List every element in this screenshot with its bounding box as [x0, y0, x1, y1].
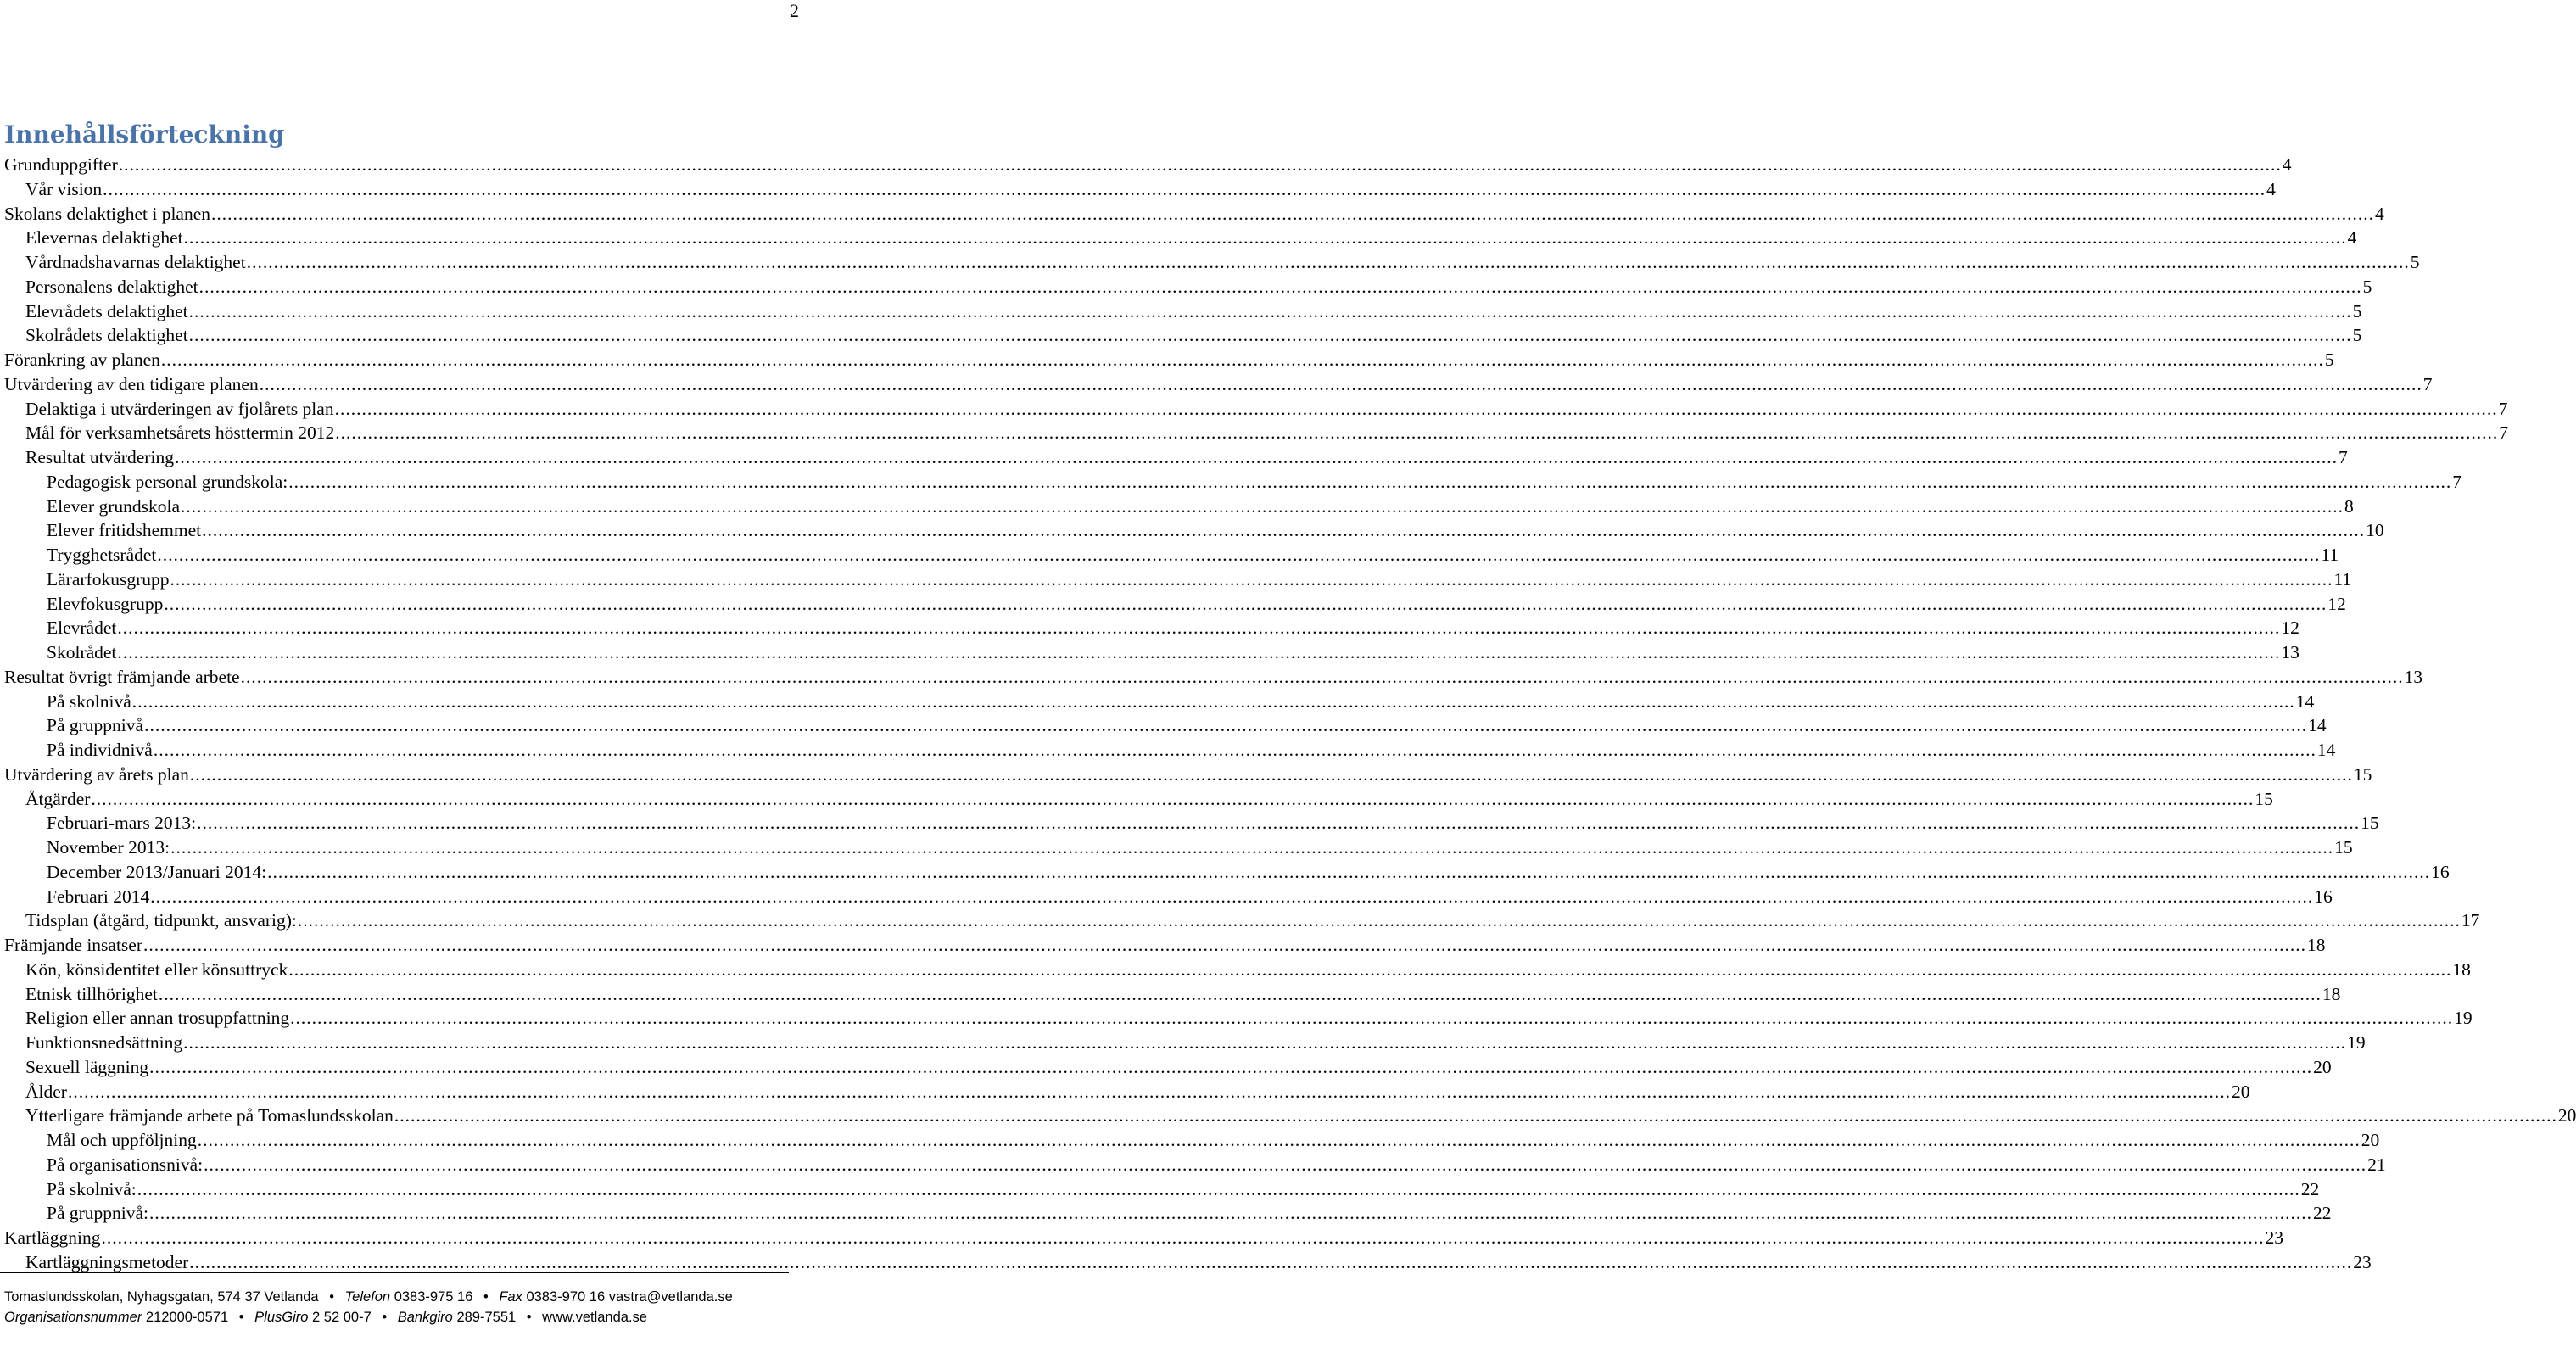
footer-bullet: •	[526, 1310, 532, 1325]
toc-entry[interactable]	[4, 323, 2362, 348]
toc-entry-label: Trygghetsrådet	[47, 545, 157, 565]
toc-entry-page: 22	[2300, 1178, 2320, 1199]
toc-entry-page: 5	[2324, 349, 2334, 370]
toc-entry[interactable]	[4, 518, 2384, 543]
toc-entry[interactable]	[4, 592, 2346, 617]
footer-plusgiro: 2 52 00-7	[312, 1310, 372, 1325]
footer	[4, 1287, 802, 1327]
toc-leader-dots: ................................................................................................................................................................................................................................................................................................................................................................................................................	[164, 593, 2327, 614]
toc-entry[interactable]	[4, 665, 2423, 690]
footer-org-label: Organisationsnummer	[4, 1310, 142, 1325]
footer-phone-label: Telefon	[344, 1289, 391, 1305]
footer-postal: 574 37 Vetlanda	[217, 1289, 319, 1305]
toc-entry-page: 14	[2295, 690, 2315, 712]
toc-entry[interactable]	[4, 933, 2326, 958]
toc-entry[interactable]	[4, 616, 2299, 640]
toc-leader-dots: ................................................................................................................................................................................................................................................................................................................................................................................................................	[297, 910, 2461, 931]
toc-entry-label: Elever grundskola	[47, 495, 181, 517]
toc-leader-dots: ................................................................................................................................................................................................................................................................................................................................................................................................................	[149, 1203, 2313, 1224]
toc-entry[interactable]	[4, 885, 2333, 909]
toc-leader-dots: ................................................................................................................................................................................................................................................................................................................................................................................................................	[137, 1178, 2300, 1199]
footer-line-1	[4, 1287, 802, 1307]
toc-entry[interactable]	[4, 1177, 2320, 1202]
toc-entry-label: Ålder	[25, 1081, 67, 1102]
toc-entry[interactable]	[4, 226, 2357, 250]
toc-entry-label: Kartläggning	[4, 1227, 101, 1248]
toc-leader-dots: ................................................................................................................................................................................................................................................................................................................................................................................................................	[240, 666, 2404, 687]
toc-entry[interactable]	[4, 1128, 2380, 1153]
toc-entry-page: 19	[2347, 1032, 2366, 1053]
toc-entry[interactable]	[4, 1201, 2332, 1226]
toc-entry-label: Vår vision	[25, 178, 103, 199]
toc-leader-dots: ................................................................................................................................................................................................................................................................................................................................................................................................................	[144, 715, 2308, 736]
toc-entry-label: Februari 2014	[47, 886, 150, 907]
toc-entry-label: Kartläggningsmetoder	[25, 1251, 189, 1272]
toc-entry-label: Lärarfokusgrupp	[47, 568, 170, 590]
toc-entry[interactable]	[4, 690, 2315, 714]
toc-leader-dots: ................................................................................................................................................................................................................................................................................................................................................................................................................	[188, 300, 2352, 321]
footer-line-2	[4, 1307, 802, 1327]
footer-phone: 0383-975 16	[394, 1289, 473, 1305]
toc-entry[interactable]	[4, 153, 2292, 177]
toc-entry-page: 17	[2461, 910, 2480, 931]
toc-entry-label: Mål för verksamhetsårets hösttermin 2012	[25, 422, 335, 444]
toc-leader-dots: ................................................................................................................................................................................................................................................................................................................................................................................................................	[170, 568, 2333, 590]
toc-leader-dots: ................................................................................................................................................................................................................................................................................................................................................................................................................	[288, 959, 2452, 980]
toc-leader-dots: ................................................................................................................................................................................................................................................................................................................................................................................................................	[197, 1130, 2361, 1150]
toc-entry-label: Etnisk tillhörighet	[25, 983, 158, 1004]
toc-entry[interactable]	[4, 958, 2471, 982]
toc-entry-page: 10	[2366, 520, 2384, 541]
toc-leader-dots: ................................................................................................................................................................................................................................................................................................................................................................................................................	[101, 1227, 2265, 1248]
footer-bankgiro: 289-7551	[456, 1310, 517, 1325]
toc-entry-page: 7	[2338, 447, 2348, 467]
footer-divider	[0, 1272, 789, 1273]
footer-bankgiro-label: Bankgiro	[397, 1310, 453, 1325]
toc-entry-label: Delaktiga i utvärderingen av fjolårets plan	[25, 398, 334, 419]
footer-bullet: •	[382, 1310, 388, 1325]
toc-leader-dots: ................................................................................................................................................................................................................................................................................................................................................................................................................	[181, 495, 2344, 517]
toc-entry-label: Skolrådet	[47, 642, 117, 662]
toc-entry[interactable]	[4, 982, 2341, 1007]
toc-entry[interactable]	[4, 348, 2334, 372]
toc-entry[interactable]	[4, 860, 2450, 885]
toc-entry-label: Religion eller annan trosuppfattning	[25, 1008, 290, 1029]
toc-entry-page: 7	[2499, 422, 2508, 444]
toc-entry-label: Mål och uppföljning	[47, 1130, 197, 1150]
toc-leader-dots: ................................................................................................................................................................................................................................................................................................................................................................................................................	[198, 276, 2362, 297]
toc-entry-label: Utvärdering av den tidigare planen	[4, 373, 259, 394]
toc-entry-label: Resultat övrigt främjande arbete	[4, 666, 240, 687]
toc-entry-page: 19	[2454, 1008, 2473, 1029]
toc-entry-page: 14	[2308, 715, 2327, 736]
toc-entry[interactable]	[4, 372, 2433, 397]
footer-bullet: •	[238, 1310, 244, 1325]
toc-entry-label: Skolrådets delaktighet	[25, 325, 188, 346]
toc-leader-dots: ................................................................................................................................................................................................................................................................................................................................................................................................................	[183, 227, 2347, 249]
toc-entry-page: 5	[2352, 325, 2362, 346]
toc-leader-dots: ................................................................................................................................................................................................................................................................................................................................................................................................................	[290, 1008, 2454, 1029]
toc-leader-dots: ................................................................................................................................................................................................................................................................................................................................................................................................................	[91, 788, 2255, 809]
toc-leader-dots: ................................................................................................................................................................................................................................................................................................................................................................................................................	[288, 471, 2452, 492]
toc-entry-page: 18	[2307, 935, 2326, 955]
footer-bullet: •	[329, 1289, 334, 1305]
toc-leader-dots: ................................................................................................................................................................................................................................................................................................................................................................................................................	[334, 398, 2498, 419]
toc-leader-dots: ................................................................................................................................................................................................................................................................................................................................................................................................................	[189, 1251, 2353, 1272]
toc-entry-page: 15	[2353, 763, 2372, 785]
toc-entry[interactable]	[4, 1006, 2473, 1031]
toc-entry-page: 4	[2266, 178, 2276, 199]
toc-entry[interactable]	[4, 1055, 2332, 1080]
toc-entry-label: På individnivå	[47, 740, 153, 760]
toc-leader-dots: ................................................................................................................................................................................................................................................................................................................................................................................................................	[204, 1154, 2367, 1175]
toc-entry-page: 18	[2452, 959, 2471, 980]
toc-leader-dots: ................................................................................................................................................................................................................................................................................................................................................................................................................	[183, 1032, 2347, 1053]
footer-fax-label: Fax	[499, 1289, 522, 1305]
footer-bullet: •	[483, 1289, 489, 1305]
toc-entry-page: 13	[2281, 642, 2299, 662]
toc-leader-dots: ................................................................................................................................................................................................................................................................................................................................................................................................................	[170, 837, 2334, 858]
toc-leader-dots: ................................................................................................................................................................................................................................................................................................................................................................................................................	[158, 983, 2322, 1004]
footer-website[interactable]: www.vetlanda.se	[542, 1310, 647, 1325]
toc-entry[interactable]	[4, 470, 2461, 495]
toc-entry-label: December 2013/Januari 2014:	[47, 861, 267, 882]
toc-entry-page: 15	[2361, 813, 2379, 834]
toc-leader-dots: ................................................................................................................................................................................................................................................................................................................................................................................................................	[153, 740, 2316, 760]
toc-entry-page: 20	[2557, 1105, 2576, 1126]
toc-leader-dots: ................................................................................................................................................................................................................................................................................................................................................................................................................	[103, 178, 2266, 199]
toc-entry[interactable]	[4, 445, 2348, 470]
toc-entry-label: Funktionsnedsättning	[25, 1032, 183, 1053]
toc-entry-page: 5	[2352, 300, 2362, 321]
toc-entry[interactable]	[4, 1031, 2366, 1055]
toc-entry-page: 20	[2313, 1056, 2332, 1077]
toc-entry[interactable]	[4, 250, 2420, 275]
toc-entry[interactable]	[4, 811, 2379, 836]
toc-entry-label: Utvärdering av årets plan	[4, 763, 189, 785]
toc-entry-page: 15	[2255, 788, 2273, 809]
toc-entry-page: 20	[2361, 1130, 2380, 1150]
toc-entry-page: 15	[2334, 837, 2353, 858]
toc-entry-page: 23	[2265, 1227, 2283, 1248]
toc-entry[interactable]	[4, 567, 2352, 592]
toc-entry-page: 5	[2362, 276, 2372, 297]
toc-title: Innehållsförteckning	[4, 120, 285, 148]
toc-entry-page: 12	[2327, 593, 2346, 614]
toc-leader-dots: ................................................................................................................................................................................................................................................................................................................................................................................................................	[67, 1081, 2231, 1102]
toc-entry[interactable]	[4, 713, 2327, 738]
toc-entry[interactable]	[4, 177, 2276, 202]
toc-entry-page: 8	[2344, 495, 2354, 517]
toc-entry-label: Kön, könsidentitet eller könsuttryck	[25, 959, 288, 980]
toc-entry[interactable]	[4, 1153, 2386, 1177]
toc-entry-page: 7	[2452, 471, 2461, 492]
toc-entry-page: 21	[2367, 1154, 2386, 1175]
toc-entry-page: 22	[2313, 1203, 2332, 1224]
toc-entry-label: På skolnivå:	[47, 1178, 137, 1199]
toc-entry-label: Sexuell läggning	[25, 1056, 149, 1077]
toc-leader-dots: ................................................................................................................................................................................................................................................................................................................................................................................................................	[149, 1056, 2313, 1077]
toc-entry-page: 20	[2231, 1081, 2250, 1102]
toc-entry-label: På gruppnivå:	[47, 1203, 149, 1224]
toc-entry-label: Främjande insatser	[4, 935, 142, 955]
toc-entry[interactable]	[4, 738, 2336, 763]
toc-leader-dots: ................................................................................................................................................................................................................................................................................................................................................................................................................	[117, 618, 2281, 639]
toc-entry-label: Förankring av planen	[4, 349, 160, 370]
toc-entry-page: 5	[2410, 252, 2420, 272]
toc-entry[interactable]	[4, 1080, 2250, 1104]
toc-leader-dots: ................................................................................................................................................................................................................................................................................................................................................................................................................	[188, 325, 2352, 346]
toc-entry-page: 23	[2353, 1251, 2372, 1272]
toc-leader-dots: ................................................................................................................................................................................................................................................................................................................................................................................................................	[394, 1105, 2557, 1126]
toc-entry-page: 16	[2314, 886, 2333, 907]
toc-leader-dots: ................................................................................................................................................................................................................................................................................................................................................................................................................	[246, 252, 2410, 272]
toc-entry-page: 4	[2375, 203, 2384, 224]
toc-entry-page: 18	[2322, 983, 2341, 1004]
toc-entry-label: Resultat utvärdering	[25, 447, 174, 467]
toc-entry-label: Skolans delaktighet i planen	[4, 203, 211, 224]
toc-entry-page: 14	[2316, 740, 2336, 760]
toc-entry-page: 4	[2347, 227, 2357, 249]
toc-entry[interactable]	[4, 299, 2362, 324]
toc-entry[interactable]	[4, 543, 2339, 567]
toc-entry[interactable]	[4, 908, 2480, 933]
footer-school: Tomaslundsskolan, Nyhagsgatan,	[4, 1289, 214, 1305]
toc-leader-dots: ................................................................................................................................................................................................................................................................................................................................................................................................................	[143, 935, 2306, 955]
toc-entry-label: Elevfokusgrupp	[47, 593, 164, 614]
toc-entry[interactable]	[4, 1250, 2372, 1275]
toc-entry[interactable]	[4, 763, 2372, 787]
toc-entry-label: Elevernas delaktighet	[25, 227, 183, 249]
toc-leader-dots: ................................................................................................................................................................................................................................................................................................................................................................................................................	[259, 373, 2422, 394]
toc-entry[interactable]	[4, 787, 2273, 812]
toc-entry-label: Pedagogisk personal grundskola:	[47, 471, 288, 492]
toc-leader-dots: ................................................................................................................................................................................................................................................................................................................................................................................................................	[150, 886, 2314, 907]
toc-entry-label: Februari-mars 2013:	[47, 813, 197, 834]
toc-leader-dots: ................................................................................................................................................................................................................................................................................................................................................................................................................	[118, 154, 2282, 175]
toc-leader-dots: ................................................................................................................................................................................................................................................................................................................................................................................................................	[197, 813, 2361, 834]
toc-entry-label: På organisationsnivå:	[47, 1154, 204, 1175]
toc-leader-dots: ................................................................................................................................................................................................................................................................................................................................................................................................................	[202, 520, 2366, 541]
footer-org-number: 212000-0571	[145, 1310, 229, 1325]
toc-entry-label: Vårdnadshavarnas delaktighet	[25, 252, 246, 272]
toc-entry-page: 12	[2281, 618, 2299, 639]
toc-entry-label: Tidsplan (åtgärd, tidpunkt, ansvarig):	[25, 910, 297, 931]
toc-entry[interactable]	[4, 421, 2508, 445]
toc-entry[interactable]	[4, 836, 2353, 860]
toc-leader-dots: ................................................................................................................................................................................................................................................................................................................................................................................................................	[174, 447, 2338, 467]
toc-entry-page: 11	[2333, 568, 2352, 590]
toc-leader-dots: ................................................................................................................................................................................................................................................................................................................................................................................................................	[267, 861, 2431, 882]
toc-entry-page: 16	[2431, 861, 2450, 882]
page-number: 2	[790, 0, 799, 21]
toc-leader-dots: ................................................................................................................................................................................................................................................................................................................................................................................................................	[131, 690, 2295, 712]
toc-entry[interactable]	[4, 1104, 2576, 1128]
toc-entry-label: Personalens delaktighet	[25, 276, 198, 297]
toc-entry-label: Elevrådets delaktighet	[25, 300, 188, 321]
toc-entry[interactable]	[4, 202, 2384, 226]
toc-entry-label: Ytterligare främjande arbete på Tomaslundsskolan	[25, 1105, 394, 1126]
table-of-contents	[4, 153, 2576, 1275]
footer-fax-email: 0383-970 16 vastra@vetlanda.se	[526, 1289, 733, 1305]
toc-leader-dots: ................................................................................................................................................................................................................................................................................................................................................................................................................	[211, 203, 2375, 224]
toc-leader-dots: ................................................................................................................................................................................................................................................................................................................................................................................................................	[157, 545, 2321, 565]
toc-entry[interactable]	[4, 495, 2354, 519]
toc-leader-dots: ................................................................................................................................................................................................................................................................................................................................................................................................................	[189, 763, 2353, 785]
toc-entry[interactable]	[4, 275, 2372, 299]
toc-leader-dots: ................................................................................................................................................................................................................................................................................................................................................................................................................	[117, 642, 2281, 662]
toc-entry-label: Grunduppgifter	[4, 154, 118, 175]
toc-entry-label: Elevrådet	[47, 618, 117, 639]
toc-leader-dots: ................................................................................................................................................................................................................................................................................................................................................................................................................	[335, 422, 2499, 444]
toc-entry-page: 7	[2422, 373, 2433, 394]
toc-entry[interactable]	[4, 1226, 2283, 1250]
toc-entry-page: 13	[2404, 666, 2423, 687]
toc-entry-page: 11	[2321, 545, 2339, 565]
toc-entry-label: Åtgärder	[25, 788, 91, 809]
toc-entry[interactable]	[4, 397, 2508, 422]
toc-entry-label: November 2013:	[47, 837, 170, 858]
toc-entry-label: På gruppnivå	[47, 715, 144, 736]
toc-entry[interactable]	[4, 640, 2299, 665]
toc-leader-dots: ................................................................................................................................................................................................................................................................................................................................................................................................................	[160, 349, 2324, 370]
toc-entry-label: Elever fritidshemmet	[47, 520, 202, 541]
toc-entry-page: 7	[2498, 398, 2508, 419]
toc-entry-label: På skolnivå	[47, 690, 131, 712]
footer-plusgiro-label: PlusGiro	[254, 1310, 309, 1325]
toc-entry-page: 4	[2282, 154, 2292, 175]
